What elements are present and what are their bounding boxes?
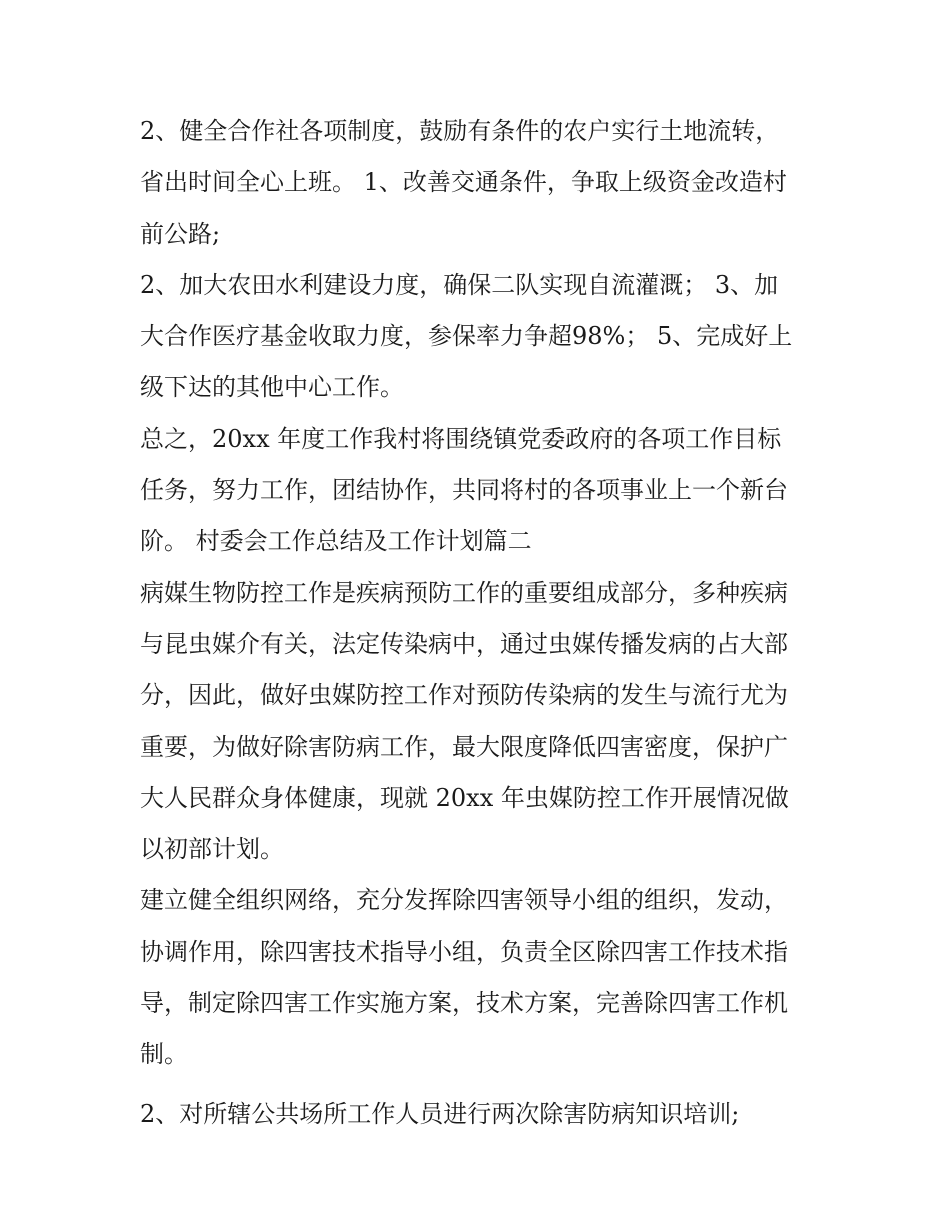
text-line: 2、健全合作社各项制度，鼓励有条件的农户实行土地流转， — [140, 117, 780, 145]
paragraph-5 — [140, 875, 820, 1080]
text-line: 大合作医疗基金收取力度，参保率力争超98%； 5、完成好上 — [140, 322, 793, 351]
text-line: 与昆虫媒介有关，法定传染病中，通过虫媒传播发病的占大部 — [140, 629, 788, 658]
text-line: 2、对所辖公共场所工作人员进行两次除害防病知识培训; — [140, 1099, 740, 1128]
paragraph-4 — [140, 568, 820, 876]
paragraph-spacer — [140, 1081, 820, 1089]
text-line: 协调作用，除四害技术指导小组，负责全区除四害工作技术指 — [140, 937, 788, 966]
text-line: 分，因此，做好虫媒防控工作对预防传染病的发生与流行尤为 — [140, 681, 788, 710]
text-line: 导，制定除四害工作实施方案，技术方案，完善除四害工作机 — [140, 989, 788, 1018]
text-line: 总之，20xx 年度工作我村将围绕镇党委政府的各项工作目标 — [140, 424, 782, 453]
text-line: 前公路; — [140, 219, 221, 248]
text-line: 重要，为做好除害防病工作，最大限度降低四害密度，保护广 — [140, 732, 788, 761]
paragraph-1 — [140, 106, 820, 260]
text-line: 制。 — [140, 1040, 188, 1069]
text-line: 大人民群众身体健康，现就 20xx 年虫媒防控工作开展情况做 — [140, 783, 789, 812]
text-line: 级下达的其他中心工作。 — [140, 373, 404, 402]
text-line: 任务，努力工作，团结协作，共同将村的各项事业上一个新台 — [140, 476, 788, 505]
document-body — [140, 106, 820, 1140]
text-line: 阶。 村委会工作总结及工作计划篇二 — [140, 527, 532, 556]
text-line: 以初部计划。 — [140, 835, 284, 864]
paragraph-3 — [140, 414, 820, 568]
paragraph-2 — [140, 260, 820, 414]
paragraph-6 — [140, 1089, 820, 1140]
text-line: 2、加大农田水利建设力度，确保二队实现自流灌溉； 3、加 — [140, 270, 779, 299]
text-line: 省出时间全心上班。 1、改善交通条件，争取上级资金改造村 — [140, 168, 787, 197]
text-line: 病媒生物防控工作是疾病预防工作的重要组成部分，多种疾病 — [140, 578, 788, 607]
text-line: 建立健全组织网络，充分发挥除四害领导小组的组织，发动， — [140, 886, 788, 915]
